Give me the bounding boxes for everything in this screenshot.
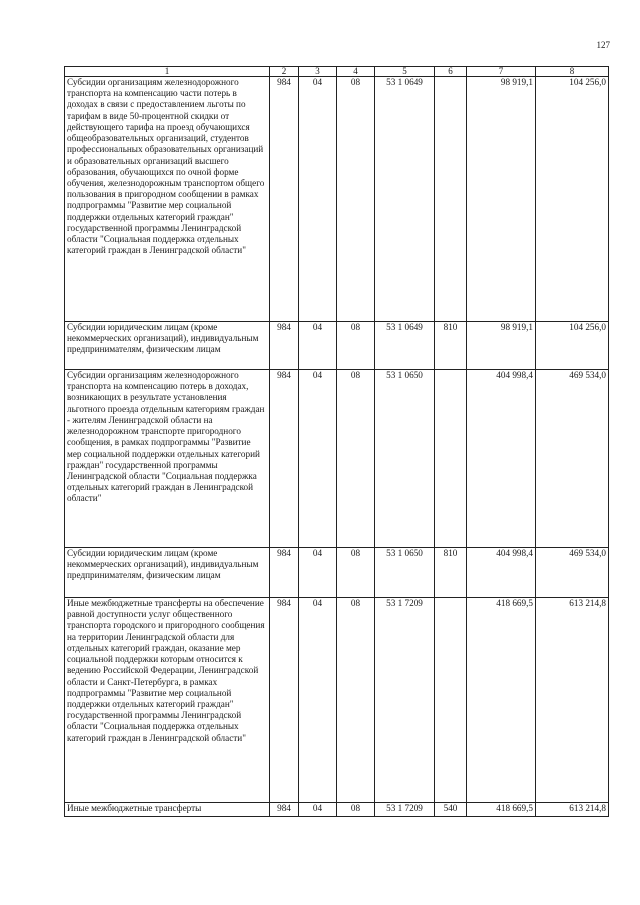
cell-amount-year-2: 613 214,8: [536, 598, 609, 803]
cell-target-article: 53 1 0650: [375, 548, 435, 598]
row-description: Субсидии юридическим лицам (кроме некоммерческих организаций), индивидуальным предпринимателям, физическим лицам: [65, 548, 270, 598]
cell-amount-year-2: 104 256,0: [536, 77, 609, 322]
cell-amount-year-1: 98 919,1: [467, 77, 536, 322]
cell-ministry-code: 984: [270, 548, 299, 598]
cell-amount-year-2: 469 534,0: [536, 548, 609, 598]
cell-ministry-code: 984: [270, 322, 299, 370]
cell-target-article: 53 1 0650: [375, 370, 435, 548]
cell-amount-year-1: 404 998,4: [467, 548, 536, 598]
cell-expense-type: 810: [435, 548, 467, 598]
cell-ministry-code: 984: [270, 370, 299, 548]
cell-amount-year-2: 613 214,8: [536, 803, 609, 817]
cell-ministry-code: 984: [270, 803, 299, 817]
col-header-7: 7: [467, 67, 536, 77]
table-row: [65, 77, 609, 322]
cell-expense-type: [435, 370, 467, 548]
cell-target-article: 53 1 0649: [375, 322, 435, 370]
cell-section: 04: [299, 598, 337, 803]
cell-subsection: 08: [337, 598, 375, 803]
row-description: Субсидии организациям железнодорожного транспорта на компенсацию потерь в доходах, возникающих в результате установления льготного проезда отдельным категориям граждан - жителям Ленинградской области на железнодорожном транспорте пригородного сообщения, в рамках подпрограммы "Развитие мер социальной поддержки отдельных категорий граждан" государственной программы Ленинградской области "Социальная поддержка отдельных категорий граждан в Ленинградской области": [65, 370, 270, 548]
table-row: [65, 322, 609, 370]
table-row: [65, 598, 609, 803]
cell-section: 04: [299, 322, 337, 370]
table-row: [65, 803, 609, 817]
col-header-1: 1: [65, 67, 270, 77]
cell-amount-year-1: 98 919,1: [467, 322, 536, 370]
cell-subsection: 08: [337, 322, 375, 370]
cell-subsection: 08: [337, 803, 375, 817]
col-header-6: 6: [435, 67, 467, 77]
table-header-row: [65, 67, 609, 77]
cell-target-article: 53 1 7209: [375, 803, 435, 817]
row-description: Иные межбюджетные трансферты: [65, 803, 270, 817]
col-header-8: 8: [536, 67, 609, 77]
cell-amount-year-1: 418 669,5: [467, 803, 536, 817]
row-description: Субсидии юридическим лицам (кроме некоммерческих организаций), индивидуальным предпринимателям, физическим лицам: [65, 322, 270, 370]
col-header-5: 5: [375, 67, 435, 77]
cell-expense-type: 810: [435, 322, 467, 370]
cell-amount-year-1: 418 669,5: [467, 598, 536, 803]
cell-section: 04: [299, 548, 337, 598]
col-header-2: 2: [270, 67, 299, 77]
cell-amount-year-1: 404 998,4: [467, 370, 536, 548]
cell-expense-type: [435, 77, 467, 322]
cell-amount-year-2: 104 256,0: [536, 322, 609, 370]
cell-section: 04: [299, 370, 337, 548]
table-row: [65, 370, 609, 548]
cell-ministry-code: 984: [270, 77, 299, 322]
cell-subsection: 08: [337, 77, 375, 322]
budget-table: [64, 66, 609, 817]
col-header-3: 3: [299, 67, 337, 77]
col-header-4: 4: [337, 67, 375, 77]
cell-section: 04: [299, 77, 337, 322]
cell-subsection: 08: [337, 370, 375, 548]
cell-subsection: 08: [337, 548, 375, 598]
cell-section: 04: [299, 803, 337, 817]
cell-ministry-code: 984: [270, 598, 299, 803]
cell-amount-year-2: 469 534,0: [536, 370, 609, 548]
row-description: Субсидии организациям железнодорожного транспорта на компенсацию части потерь в доходах в связи с предоставлением льготы по тарифам в виде 50-процентной скидки от действующего тарифа на проезд обучающихся общеобразовательных организаций, студентов профессиональных образовательных организаций и образовательных организаций высшего образования, обучающихся по очной форме обучения, железнодорожным транспортом общего пользования в пригородном сообщении в рамках подпрограммы "Развитие мер социальной поддержки отдельных категорий граждан" государственной программы Ленинградской области "Социальная поддержка отдельных категорий граждан в Ленинградской области": [65, 77, 270, 322]
cell-expense-type: [435, 598, 467, 803]
cell-expense-type: 540: [435, 803, 467, 817]
cell-target-article: 53 1 0649: [375, 77, 435, 322]
table-row: [65, 548, 609, 598]
cell-target-article: 53 1 7209: [375, 598, 435, 803]
page-number: 127: [596, 40, 610, 50]
row-description: Иные межбюджетные трансферты на обеспечение равной доступности услуг общественного транспорта городского и пригородного сообщения на территории Ленинградской области для отдельных категорий граждан, оказание мер социальной поддержки которым относится к ведению Российской Федерации, Ленинградской области и Санкт-Петербурга, в рамках подпрограммы "Развитие мер социальной поддержки отдельных категорий граждан" государственной программы Ленинградской области "Социальная поддержка отдельных категорий граждан в Ленинградской области": [65, 598, 270, 803]
